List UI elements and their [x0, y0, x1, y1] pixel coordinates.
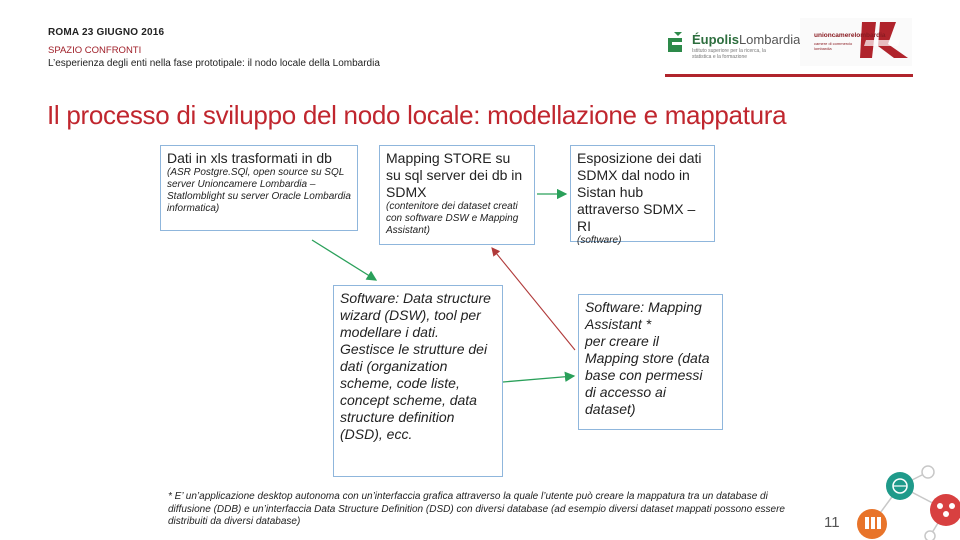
box-mapping-store-detail: (contenitore dei dataset creati con software DSW e Mapping Assistant)	[386, 201, 519, 236]
box-mapping-assistant-line1: Software: Mapping Assistant *	[585, 299, 702, 332]
network-node-icon	[925, 531, 935, 540]
eupolis-name: ÉupolisLombardia	[692, 32, 801, 47]
slide-title: Il processo di sviluppo del nodo locale: modellazione e mappatura	[47, 100, 787, 130]
people-icon	[930, 494, 960, 526]
box-dsw-line1: Software: Data structure wizard (DSW), tool per modellare i dati.	[340, 290, 491, 340]
unioncamere-tagline: camere di commercio lombardia	[814, 41, 853, 51]
box-mapping-assistant-line2: per creare il Mapping store (data base con permessi di accesso ai dataset)	[585, 333, 710, 417]
box-data-source-main: Dati in xls trasformati in db	[167, 150, 332, 166]
box-sdmx-exposure-detail: (software)	[577, 235, 622, 246]
header-subtitle: L’esperienza degli enti nella fase prototipale: il nodo locale della Lombardia	[48, 58, 380, 69]
event-date: ROMA 23 GIUGNO 2016	[48, 27, 165, 38]
box-mapping-store-main: Mapping STORE su su sql server dei db in SDMX	[386, 150, 523, 200]
network-node-icon	[922, 466, 934, 478]
box-data-source-detail: (ASR Postgre.SQl, open source su SQL server Unioncamere Lombardia – Statlomblight su server Oracle Lombardia informatica)	[167, 167, 351, 214]
box-sdmx-exposure-main: Esposizione dei dati SDMX dal nodo in Sistan hub attraverso SDMX –RI	[577, 150, 702, 234]
unioncamere-name: unioncamerelombardia	[814, 32, 886, 39]
box-dsw-line2: Gestisce le strutture dei dati (organization scheme, code liste, concept scheme, data structure definition (DSD), ecc.	[340, 341, 488, 442]
page-number: 11	[824, 514, 840, 531]
eupolis-tagline: Istituto superiore per la ricerca, la statistica e la formazione	[692, 48, 766, 60]
footnote: * E’ un’applicazione desktop autonoma con un’interfaccia grafica attraverso la quale l’utente può creare la mappatura tra un database di diffusione (DDB) e un’interfaccia Data Structure Definition (DSD) con diversi database (ad esempio diversi dataset mappati possono essere distribuiti da diversi database)	[168, 491, 785, 527]
section-label: SPAZIO CONFRONTI	[48, 45, 142, 56]
